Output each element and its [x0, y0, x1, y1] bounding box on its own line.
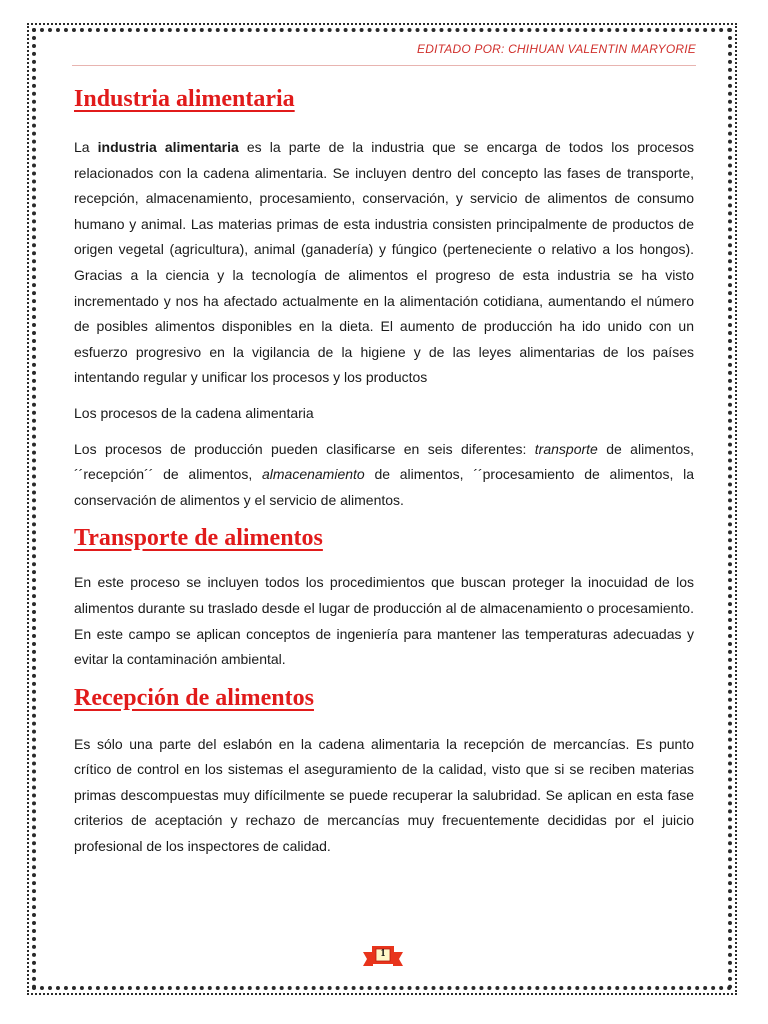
heading-transporte: Transporte de alimentos [74, 525, 323, 552]
paragraph-text: La [74, 139, 98, 155]
paragraph-industria-intro [74, 135, 694, 391]
paragraph-procesos-label: Los procesos de la cadena alimentaria [74, 404, 314, 421]
heading-industria-alimentaria: Industria alimentaria [74, 86, 295, 112]
paragraph-text: es la parte de la industria que se encarga de todos los procesos relacionados con la cadena alimentaria. Se incluyen dentro del concepto las fases de transporte, recepción, almacenamiento, procesamiento, conservación, y servicio de alimentos de consumo humano y animal. Las materias primas de esta industria consisten principalmente de productos de origen vegetal (agricultura), animal (ganadería) y fúngico (perteneciente o relativo a los hongos). Gracias a la ciencia y la tecnología de alimentos el progreso de esta industria se ha visto incrementado y nos ha afectado actualmente en la alimentación cotidiana, aumentando el número de posibles alimentos disponibles en la dieta. El aumento de producción ha ido unido con un esfuerzo progresivo en la vigilancia de la higiene y de las leyes alimentarias de los países intentando regular y unificar los procesos y los productos [74, 139, 694, 386]
italic-term: almacenamiento [261, 466, 365, 483]
paragraph-text: de alimentos, ´´recepción´´ de alimentos, [74, 440, 694, 483]
heading-recepcion: Recepción de alimentos [74, 684, 314, 711]
paragraph-text: Los procesos de producción pueden clasificarse en seis diferentes: [74, 440, 535, 457]
header-rule [72, 65, 696, 66]
document-body [74, 86, 694, 860]
paragraph-transporte: En este proceso se incluyen todos los procedimientos que buscan proteger la inocuidad de los alimentos durante su traslado desde el lugar de producción al de almacenamiento o procesamiento. En este campo se aplican conceptos de ingeniería para mantener las temperaturas adecuadas y evitar la contaminación ambiental. [74, 574, 694, 668]
editor-header: EDITADO POR: CHIHUAN VALENTIN MARYORIE [417, 42, 696, 56]
page-number-badge [363, 944, 403, 970]
paragraph-recepcion: Es sólo una parte del eslabón en la cadena alimentaria la recepción de mercancías. Es punto crítico de control en los sistemas el aseguramiento de la calidad, visto que si se reciben materias primas descompuestas muy difícilmente se puede recuperar la salubridad. Se aplican en esta fase criterios de aceptación y rechazo de mercancías muy frecuentemente decididas por el juicio profesional de los inspectores de calidad. [74, 735, 694, 855]
page-number: 1 [380, 948, 386, 959]
paragraph-text: de alimentos, ´´procesamiento de alimentos, la conservación de alimentos y el servicio de alimentos. [74, 466, 694, 508]
italic-term: transporte [534, 440, 598, 457]
bold-term: industria alimentaria [97, 139, 239, 155]
paragraph-procesos [74, 437, 694, 514]
